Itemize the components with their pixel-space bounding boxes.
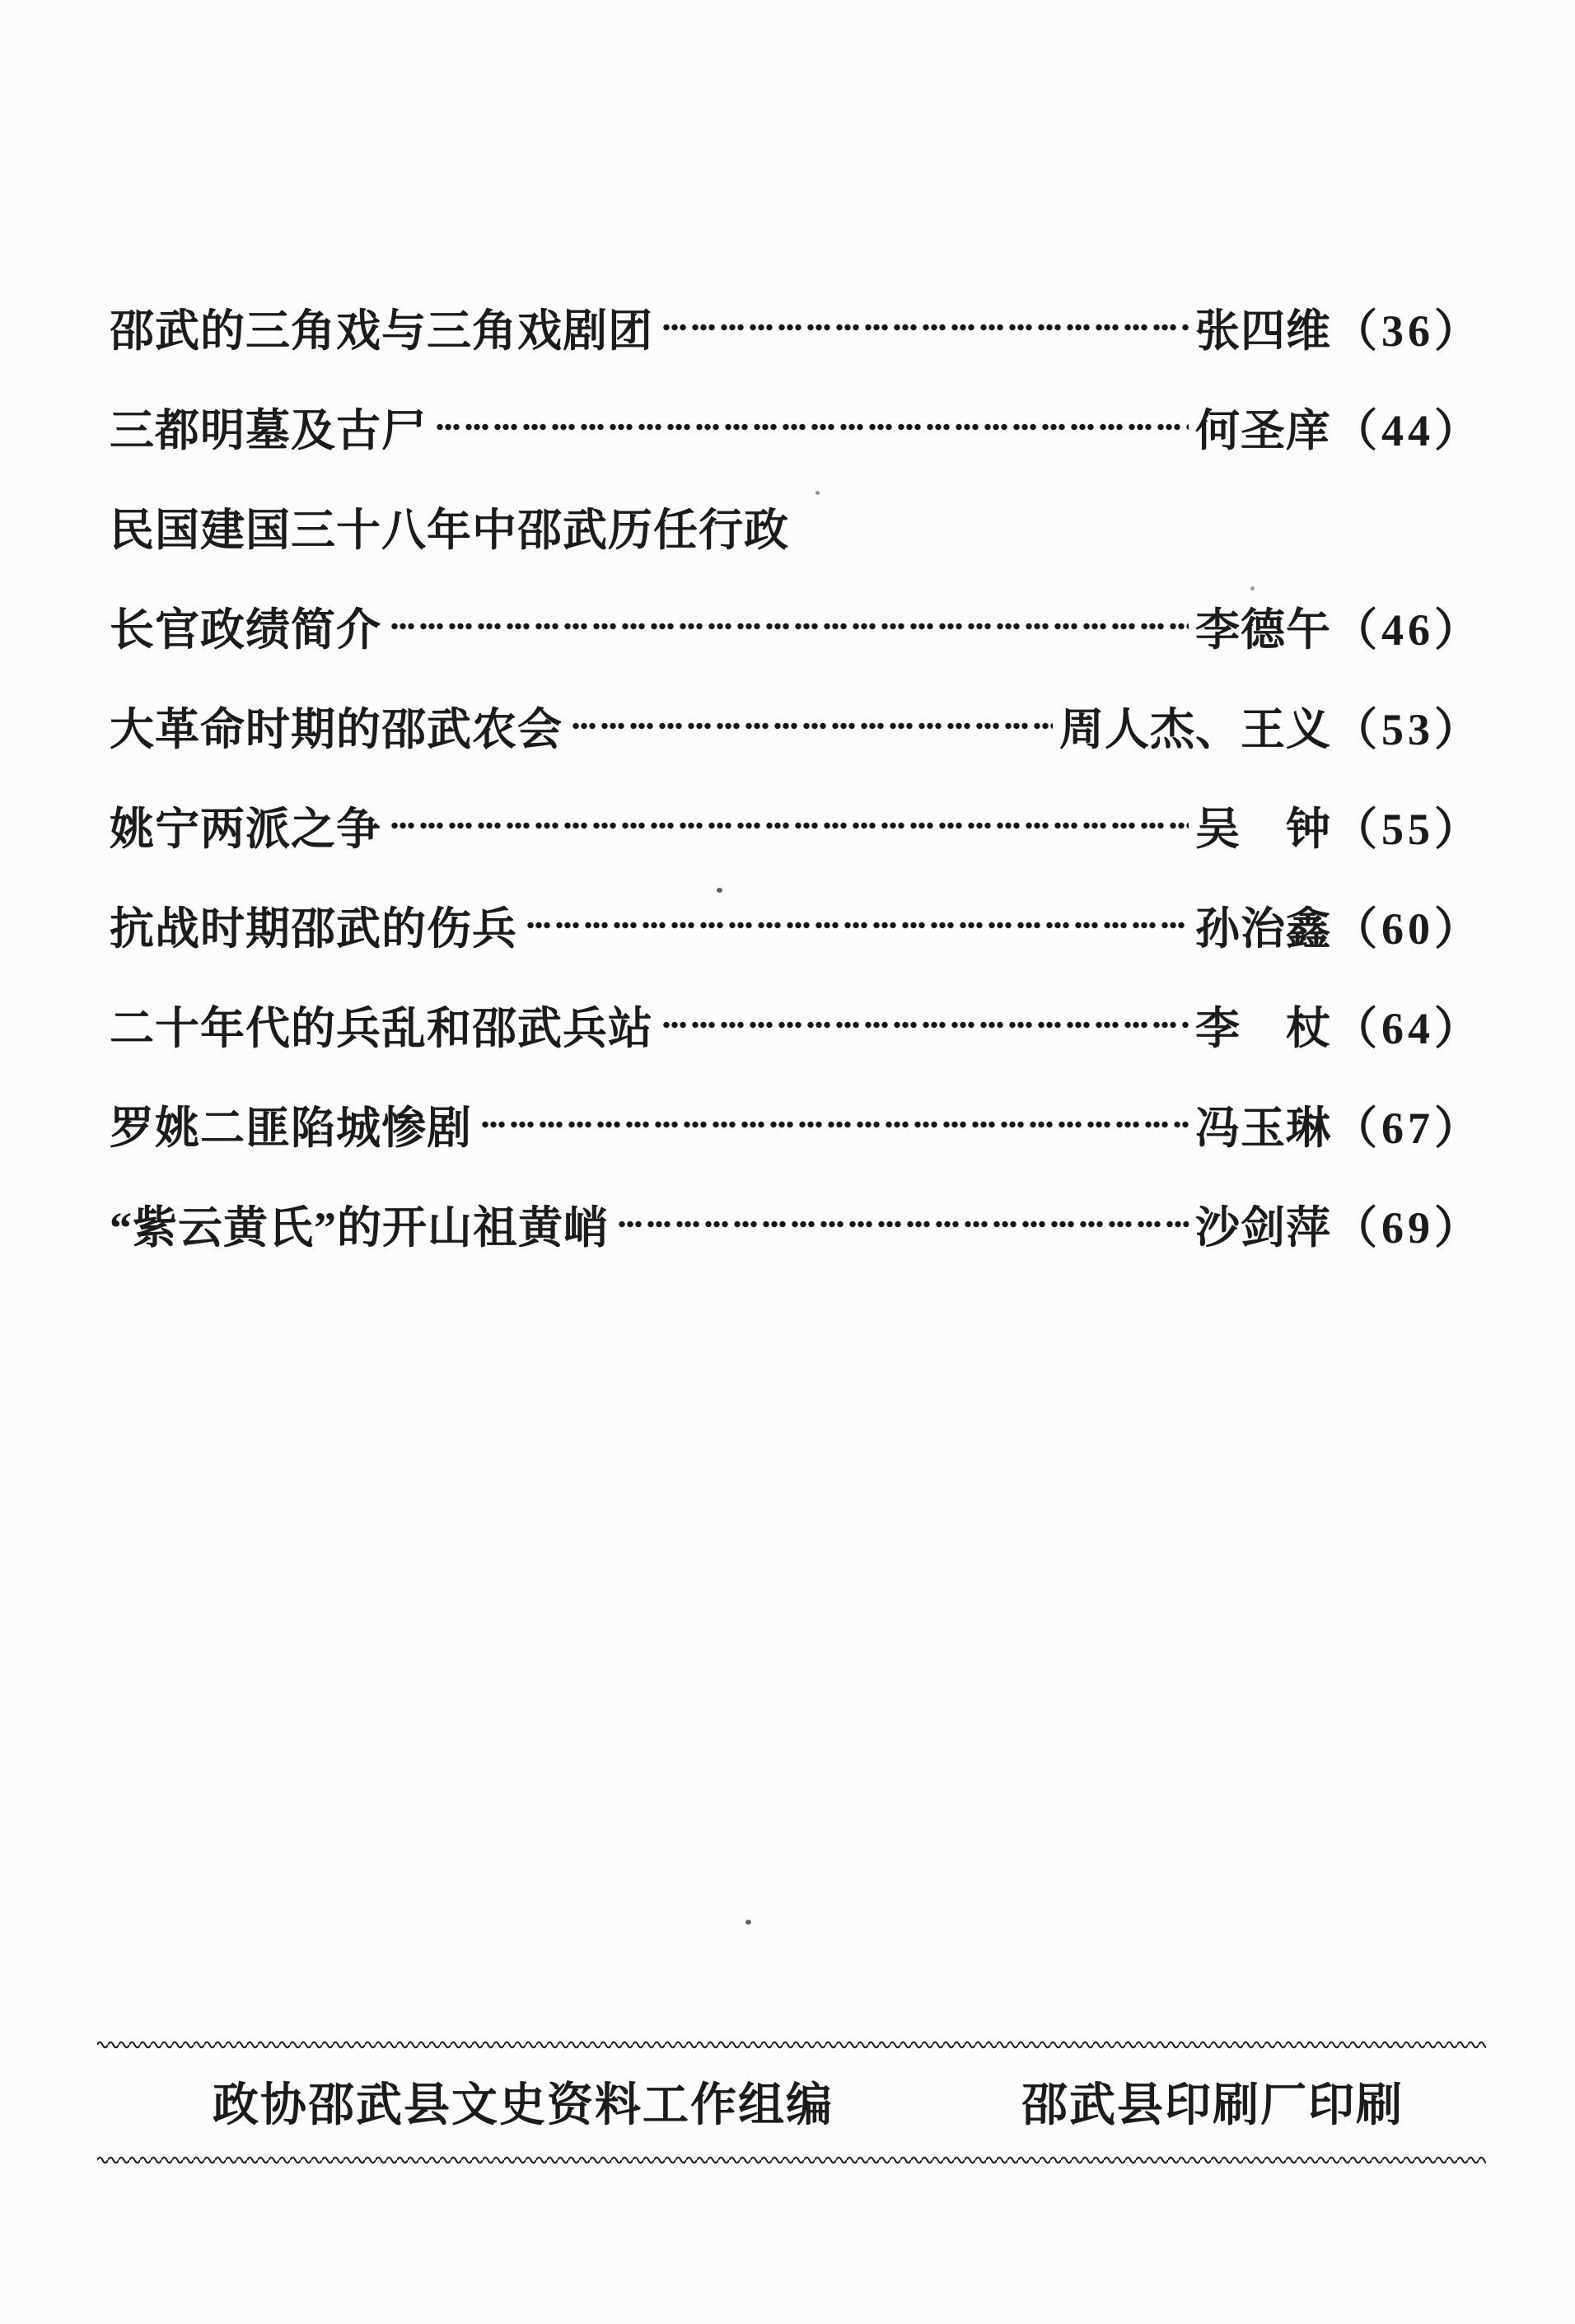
entry-author: 何圣庠 — [1195, 406, 1331, 455]
entry-title: “紫云黄氏”的开山祖黄峭 — [110, 1203, 609, 1253]
toc-entry-title-wrap-line — [110, 477, 1483, 576]
entry-author: 李德午 — [1195, 605, 1331, 655]
entry-author: 吴 钟 — [1195, 805, 1331, 854]
entry-page-number: （60） — [1333, 904, 1483, 954]
dot-leader — [571, 676, 1053, 776]
entry-page-number: （53） — [1333, 705, 1483, 754]
entry-page-number: （36） — [1333, 306, 1483, 356]
imprint-row — [97, 2054, 1486, 2151]
dot-leader — [617, 1174, 1189, 1274]
dot-leader — [390, 576, 1189, 676]
toc-list — [110, 278, 1483, 1274]
entry-title: 民国建国三十八年中邵武历任行政 — [110, 506, 789, 555]
scan-speck — [745, 1920, 751, 1925]
entry-author: 李 杖 — [1195, 1004, 1331, 1053]
toc-entry — [110, 278, 1483, 377]
imprint-footer — [97, 2036, 1486, 2169]
toc-entry — [110, 1075, 1483, 1174]
editor-credit: 政协邵武县文史资料工作组编 — [213, 2080, 834, 2131]
toc-entry — [110, 975, 1483, 1075]
dot-leader — [435, 377, 1189, 477]
entry-author: 周人杰、王义 — [1059, 705, 1331, 754]
entry-page-number: （46） — [1333, 605, 1483, 655]
entry-title: 三都明墓及古尸 — [110, 406, 427, 455]
toc-entry — [110, 1174, 1483, 1274]
wavy-rule-bottom — [97, 2151, 1486, 2169]
entry-author: 沙剑萍 — [1195, 1203, 1331, 1253]
entry-author: 孙治鑫 — [1195, 904, 1331, 954]
dot-leader — [480, 1075, 1189, 1174]
toc-entry — [110, 576, 1483, 676]
entry-title: 邵武的三角戏与三角戏剧团 — [110, 306, 653, 356]
entry-page-number: （67） — [1333, 1104, 1483, 1153]
entry-page-number: （44） — [1333, 406, 1483, 455]
entry-title: 大革命时期的邵武农会 — [110, 705, 563, 754]
wavy-rule-top — [97, 2036, 1486, 2054]
entry-page-number: （69） — [1333, 1203, 1483, 1253]
entry-title: 抗战时期邵武的伤兵 — [110, 904, 517, 954]
dot-leader — [390, 776, 1189, 875]
entry-author: 张四维 — [1195, 306, 1331, 356]
printer-credit: 邵武县印刷厂印刷 — [1021, 2080, 1404, 2131]
toc-entry — [110, 776, 1483, 875]
toc-entry — [110, 875, 1483, 975]
entry-title: 长官政绩简介 — [110, 605, 381, 655]
entry-author: 冯玉琳 — [1195, 1104, 1331, 1153]
dot-leader — [526, 875, 1189, 975]
dot-leader — [661, 975, 1189, 1075]
entry-title: 二十年代的兵乱和邵武兵站 — [110, 1004, 653, 1053]
entry-title: 罗姚二匪陷城惨剧 — [110, 1104, 472, 1153]
toc-entry — [110, 676, 1483, 776]
dot-leader — [661, 278, 1189, 377]
entry-page-number: （64） — [1333, 1004, 1483, 1053]
scan-speck — [816, 491, 820, 495]
entry-title: 姚宁两派之争 — [110, 805, 381, 854]
scan-speck — [717, 888, 722, 893]
scan-speck — [1250, 586, 1255, 590]
entry-page-number: （55） — [1333, 805, 1483, 854]
toc-entry — [110, 377, 1483, 477]
